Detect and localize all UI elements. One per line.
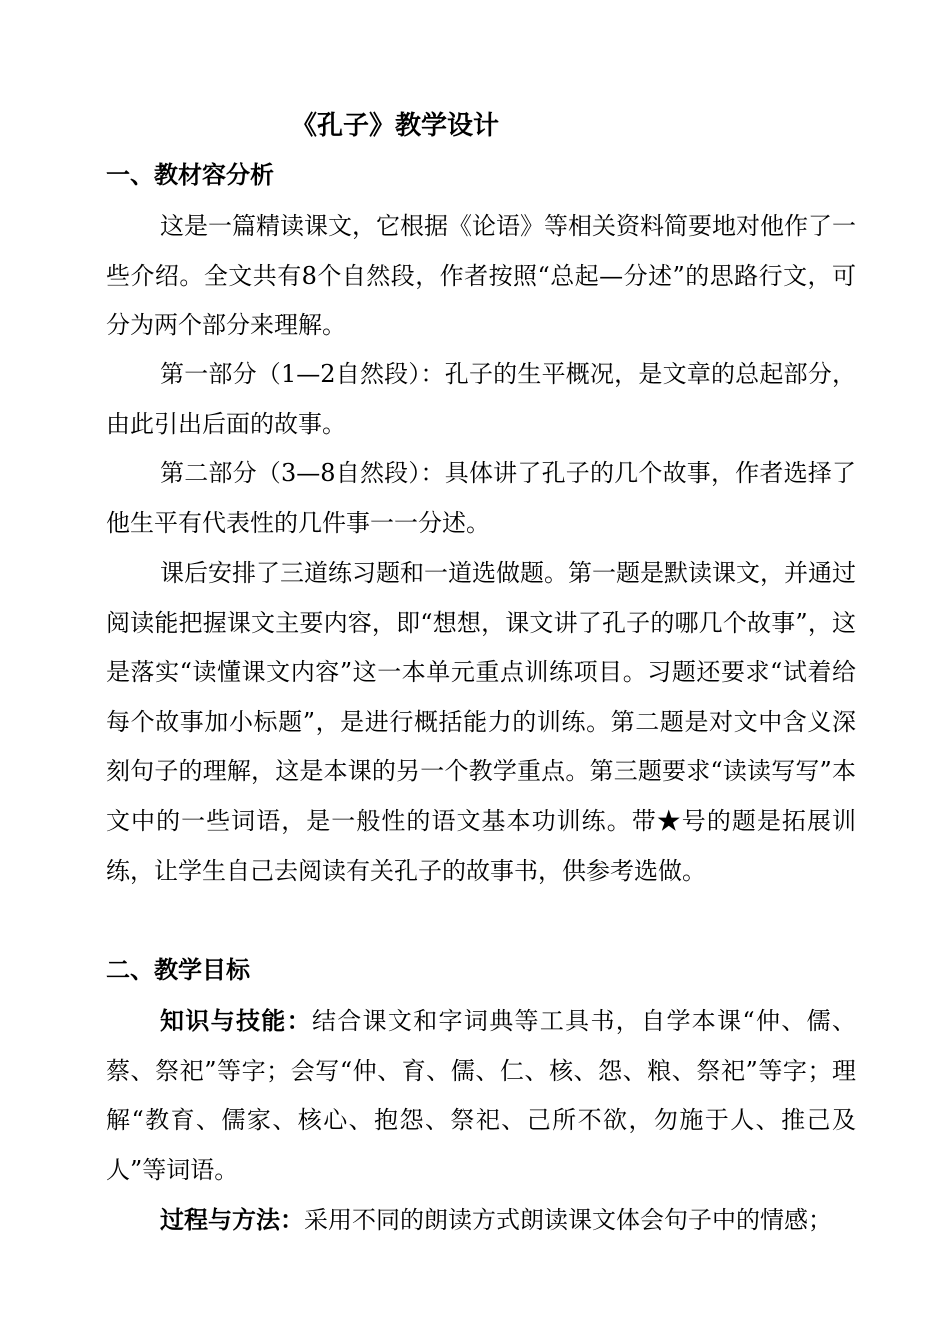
knowledge-skills-text: 结合课文和字词典等工具书，自学本课“仲、儒、蔡、祭祀”等字；会写“仲、育、儒、仁、核、怨、粮、祭祀”等字；理解“教育、儒家、核心、抱怨、祭祀、己所不欲，勿施于人、推己及人”等词语。 [106, 1007, 856, 1184]
paragraph-part-one: 第一部分（1—2自然段）：孔子的生平概况，是文章的总起部分，由此引出后面的故事。 [106, 360, 856, 438]
paragraph-process-methods [106, 1196, 856, 1246]
section-heading-teaching-goals: 二、教学目标 [106, 956, 250, 984]
document-title: 《孔子》教学设计 [290, 111, 499, 141]
paragraph-part-two: 第二部分（3—8自然段）：具体讲了孔子的几个故事，作者选择了他生平有代表性的几件事一一分述。 [106, 459, 856, 537]
section-heading-textbook-analysis: 一、教材容分析 [106, 161, 274, 189]
paragraph-exercises: 课后安排了三道练习题和一道选做题。第一题是默读课文，并通过阅读能把握课文主要内容，即“想想，课文讲了孔子的哪几个故事”，这是落实“读懂课文内容”这一本单元重点训练项目。习题还要求“试着给每个故事加小标题”，是进行概括能力的训练。第二题是对文中含义深刻句子的理解，这是本课的另一个教学重点。第三题要求“读读写写”本文中的一些词语，是一般性的语文基本功训练。带★号的题是拓展训练，让学生自己去阅读有关孔子的故事书，供参考选做。 [106, 559, 856, 885]
paragraph-intro: 这是一篇精读课文，它根据《论语》等相关资料简要地对他作了一些介绍。全文共有8个自然段，作者按照“总起—分述”的思路行文，可分为两个部分来理解。 [106, 212, 856, 340]
process-methods-label: 过程与方法： [160, 1206, 304, 1234]
knowledge-skills-label: 知识与技能： [160, 1007, 312, 1035]
process-methods-text: 采用不同的朗读方式朗读课文体会句子中的情感； [304, 1206, 832, 1234]
paragraph-knowledge-skills [106, 997, 856, 1195]
